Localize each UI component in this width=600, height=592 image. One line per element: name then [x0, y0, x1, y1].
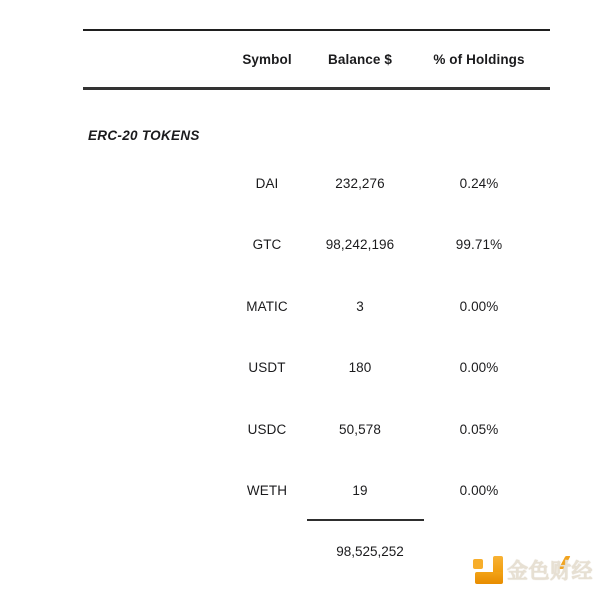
token-symbol: USDC — [247, 421, 287, 437]
token-pct-of-holdings: 0.00% — [459, 482, 499, 498]
token-balance: 3 — [356, 298, 364, 314]
logo-small-square — [473, 559, 483, 569]
token-pct-of-holdings: 0.24% — [459, 176, 499, 191]
total-balance-value: 98,525,252 — [336, 544, 404, 559]
token-balance: 50,578 — [339, 421, 381, 437]
token-row — [83, 236, 550, 297]
table-header-rule — [83, 87, 550, 90]
jinse-finance-logo-icon — [472, 555, 505, 587]
column-header-pct-of-holdings: % of Holdings — [433, 52, 525, 67]
token-balance: 232,276 — [335, 176, 385, 191]
token-row — [83, 421, 550, 482]
token-pct-of-holdings: 0.00% — [459, 360, 499, 376]
token-balance: 98,242,196 — [325, 237, 395, 253]
token-row — [83, 298, 550, 359]
token-symbol: USDT — [248, 360, 286, 376]
token-symbol: MATIC — [246, 298, 288, 314]
token-row — [83, 175, 550, 236]
table-header-row — [83, 51, 550, 69]
token-balance: 19 — [352, 482, 368, 498]
column-header-balance: Balance $ — [328, 52, 392, 67]
token-row — [83, 482, 550, 543]
token-pct-of-holdings: 0.00% — [459, 298, 499, 314]
token-balance: 180 — [348, 360, 372, 376]
section-label-erc20-tokens: ERC-20 TOKENS — [88, 128, 200, 143]
watermark — [472, 555, 593, 587]
token-symbol: DAI — [255, 176, 279, 191]
total-sum-rule — [307, 519, 424, 521]
column-header-symbol: Symbol — [242, 52, 292, 67]
logo-bottom-bar — [475, 572, 503, 584]
token-row — [83, 359, 550, 420]
watermark-site-name: 金色财经 — [507, 559, 593, 583]
token-pct-of-holdings: 0.05% — [459, 421, 499, 437]
table-top-rule — [83, 29, 550, 31]
token-pct-of-holdings: 99.71% — [455, 237, 503, 253]
token-rows — [83, 175, 550, 543]
token-symbol: WETH — [246, 482, 288, 498]
watermark-text-wrap — [507, 555, 593, 587]
token-symbol: GTC — [252, 237, 282, 253]
